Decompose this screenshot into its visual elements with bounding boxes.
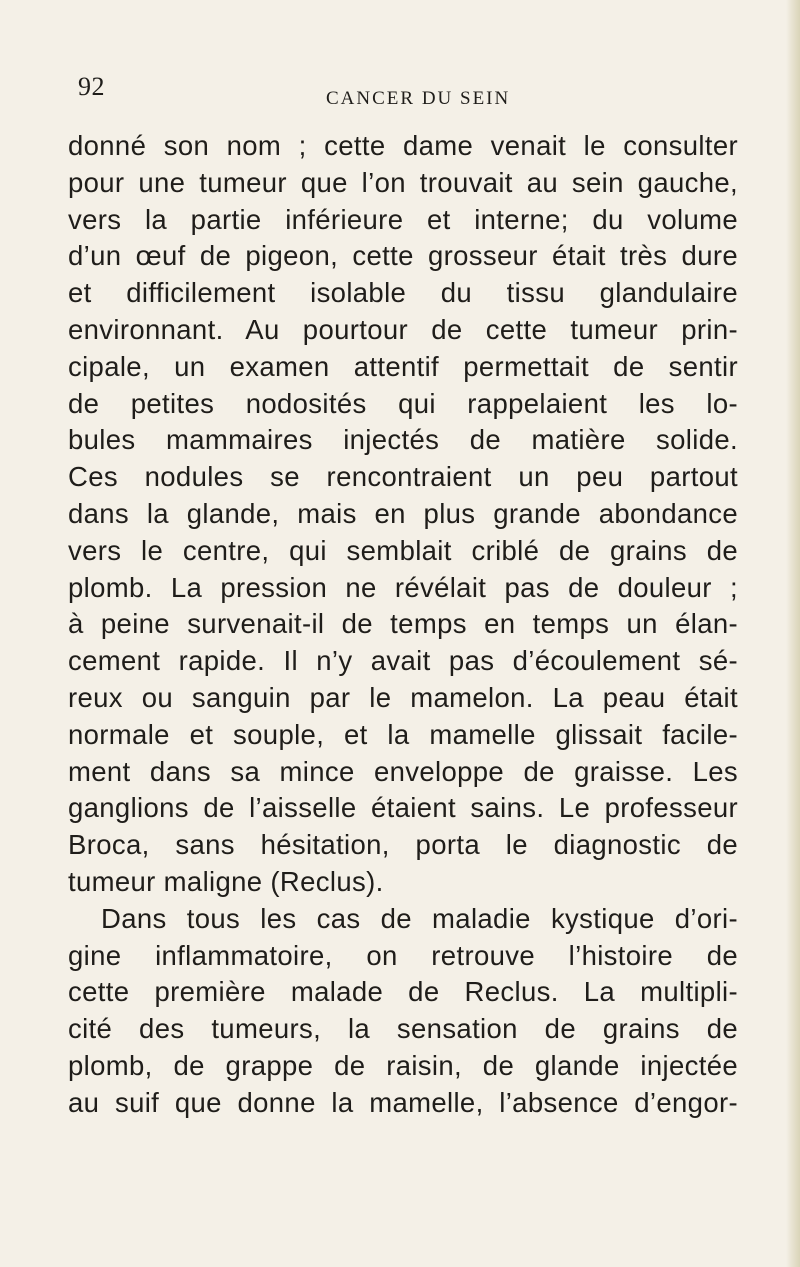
text-line: au suif que donne la mamelle, l’absence d’engor-	[68, 1086, 738, 1118]
text-line: environnant. Au pourtour de cette tumeur prin-	[68, 313, 738, 345]
text-line: normale et souple, et la mamelle glissait facile-	[68, 718, 738, 750]
text-line: bules mammaires injectés de matière solide.	[68, 424, 738, 456]
text-line: Broca, sans hésitation, porta le diagnostic de	[68, 829, 738, 861]
text-line: tumeur maligne (Reclus).	[68, 865, 384, 897]
text-line: vers la partie inférieure et interne; du volume	[68, 203, 738, 235]
text-line: d’un œuf de pigeon, cette grosseur était très dure	[68, 240, 738, 272]
body-text	[68, 128, 738, 1122]
text-line: cité des tumeurs, la sensation de grains de	[68, 1013, 738, 1045]
page-number: 92	[78, 72, 105, 101]
text-line: à peine survenait-il de temps en temps un élan-	[68, 608, 738, 640]
text-line: ment dans sa mince enveloppe de graisse. Les	[68, 755, 738, 787]
page-edge-shadow	[786, 0, 800, 1267]
text-line: pour une tumeur que l’on trouvait au sein gauche,	[68, 166, 738, 198]
text-line: Ces nodules se rencontraient un peu partout	[68, 461, 738, 493]
text-line: et difficilement isolable du tissu glandulaire	[68, 277, 738, 309]
text-line: Dans tous les cas de maladie kystique d’ori-	[101, 902, 738, 934]
text-line: plomb. La pression ne révélait pas de douleur ;	[68, 571, 738, 603]
text-line: ganglions de l’aisselle étaient sains. Le professeur	[68, 792, 738, 824]
text-line: cipale, un examen attentif permettait de sentir	[68, 350, 738, 382]
running-head: CANCER DU SEIN	[326, 88, 511, 109]
text-line: dans la glande, mais en plus grande abondance	[68, 497, 738, 529]
text-line: de petites nodosités qui rappelaient les lo-	[68, 387, 738, 419]
text-line: donné son nom ; cette dame venait le consulter	[68, 130, 738, 161]
text-line: plomb, de grappe de raisin, de glande injectée	[68, 1049, 738, 1081]
text-line: cette première malade de Reclus. La multipli-	[68, 976, 738, 1008]
text-line: cement rapide. Il n’y avait pas d’écoulement sé-	[68, 645, 738, 677]
text-line: vers le centre, qui semblait criblé de grains de	[68, 534, 738, 566]
text-line: gine inflammatoire, on retrouve l’histoire de	[68, 939, 738, 971]
text-line: reux ou sanguin par le mamelon. La peau était	[68, 681, 738, 713]
